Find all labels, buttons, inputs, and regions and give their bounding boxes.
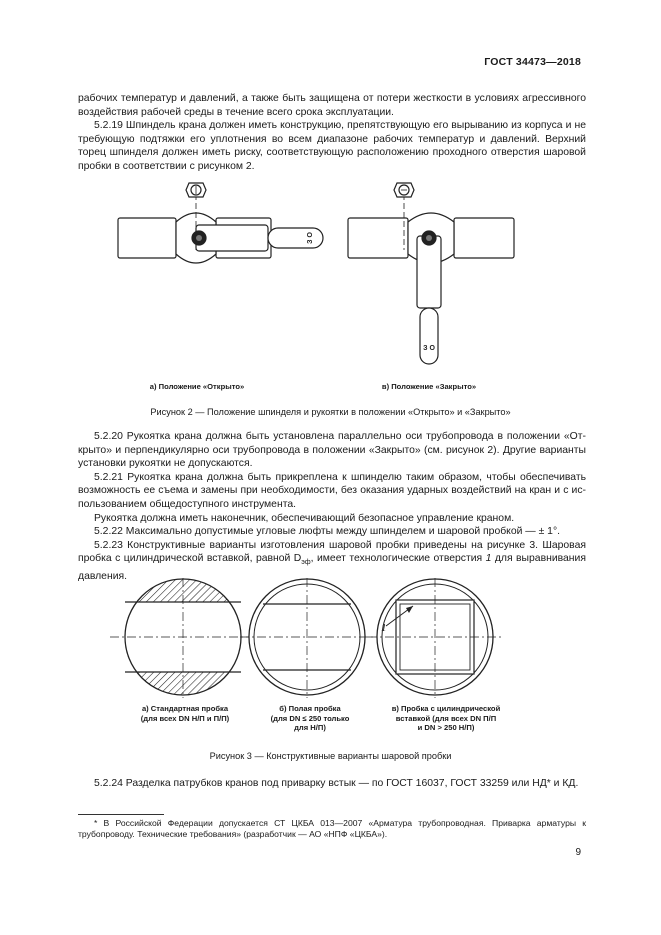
paragraph-5-2-24: 5.2.24 Разделка патрубков кранов под приварку встык — по ГОСТ 16037, ГОСТ 33259 или НД* и КД. [94, 778, 579, 789]
paragraph-continuation: рабочих температур и давлений, а также быть защищена от потери жесткости в условиях агрессивного воздействия рабочей среды в течение всего срока эксплуатации. [78, 93, 586, 118]
handle-mark-a: З О [307, 232, 314, 244]
label-c-line1: в) Пробка с цилиндрической [391, 704, 501, 713]
label-a-line1: а) Стандартная пробка [141, 704, 229, 713]
page-number: 9 [575, 847, 581, 858]
intro-text [78, 92, 586, 174]
figure-3-drawing [0, 578, 661, 698]
ball-with-insert [368, 578, 502, 698]
figure-3-label-c [372, 704, 520, 733]
leader-number: 1 [381, 622, 387, 634]
label-a-line2: (для всех DN Н/П и П/П) [140, 713, 230, 723]
hole-number: 1 [485, 553, 492, 565]
pipe-left-a [118, 218, 176, 258]
middle-text [78, 430, 586, 584]
paragraph-5-2-19: 5.2.19 Шпиндель крана должен иметь конструкцию, препятствующую его вырыванию из корпуса и не требующую подтяжки его уплотнения во всем диапазоне рабочих температур и давлений. Верхний торец шпинделя должен иметь риску, соответствующую расположению проходного отверстия шаровой пробки в соответствии с рисунком 2. [78, 120, 586, 172]
figure-3-label-b [240, 704, 380, 733]
paragraph-5-2-23-part3: для выравнивания давления. [78, 553, 586, 583]
label-b-line2: (для DN ≤ 250 только [270, 713, 350, 723]
paragraph-5-2-22: 5.2.22 Максимально допустимые угловые люфты между шпинделем и шаровой пробкой — ± 1°. [94, 526, 561, 538]
label-c-line2: вставкой (для всех DN П/П [395, 713, 497, 723]
label-b-line1: б) Полая пробка [279, 704, 341, 713]
figure-3-caption: Рисунок 3 — Конструктивные варианты шаровой пробки [209, 751, 452, 761]
paragraph-5-2-23-part1: 5.2.23 Конструктивные варианты изготовления шаровой пробки приведены на рисунке 3. Шаровая пробка с цилиндрической вставкой, равной D [78, 539, 586, 565]
handle-mark-b: З О [423, 345, 435, 352]
document-code: ГОСТ 34473—2018 [484, 56, 581, 68]
handle-base-b [417, 236, 441, 308]
pipe-left-b [348, 218, 408, 258]
figure-2-drawing [0, 178, 661, 388]
handle-grip-b [420, 308, 438, 364]
figure-2-label-open: а) Положение «Открыто» [149, 382, 245, 391]
pipe-right-b [454, 218, 514, 258]
ball-hollow [240, 578, 375, 698]
figure-3-label-a [110, 704, 260, 723]
paragraph-5-2-23-part2: , имеет технологические отверстия [310, 553, 486, 565]
valve-open-position [118, 183, 323, 263]
figure-2-label-closed: в) Положение «Закрыто» [381, 382, 477, 391]
deff-subscript: эф [301, 559, 311, 567]
footnote: * В Российской Федерации допускается СТ ЦКБА 013—2007 «Арматура трубопроводная. Приварка арматуры к трубопроводу. Технические требования» (разработчик — АО «НПФ «ЦКБА»). [78, 818, 586, 840]
paragraph-handle-tip: Рукоятка должна иметь наконечник, обеспечивающий безопасное управление краном. [94, 512, 515, 524]
valve-closed-position [348, 183, 514, 364]
handle-base-a [196, 225, 268, 251]
end-text [78, 777, 586, 791]
handle-grip-a [268, 228, 323, 248]
label-c-line3: и DN > 250 Н/П) [417, 723, 475, 733]
paragraph-5-2-20: 5.2.20 Рукоятка крана должна быть установлена параллельно оси трубопровода в положении «Открыто» и перпендикулярно оси трубопровода в положении «Закрыто» (см. рисунок 2). Другие варианты установки рукоятки не допускаются. [78, 431, 586, 470]
ball-standard [110, 578, 256, 698]
footnote-separator [78, 814, 164, 815]
paragraph-5-2-21: 5.2.21 Рукоятка крана должна быть прикреплена к шпинделю таким образом, чтобы обеспечивать возможность ее съема и замены при необходимости, без оказания ударных воздействий на кран и с использованием общедоступного инструмента. [78, 471, 586, 510]
paragraph-5-2-23 [78, 539, 586, 584]
label-b-line3: для Н/П) [294, 723, 326, 733]
figure-2-caption: Рисунок 2 — Положение шпинделя и рукоятки в положении «Открыто» и «Закрыто» [150, 407, 511, 417]
